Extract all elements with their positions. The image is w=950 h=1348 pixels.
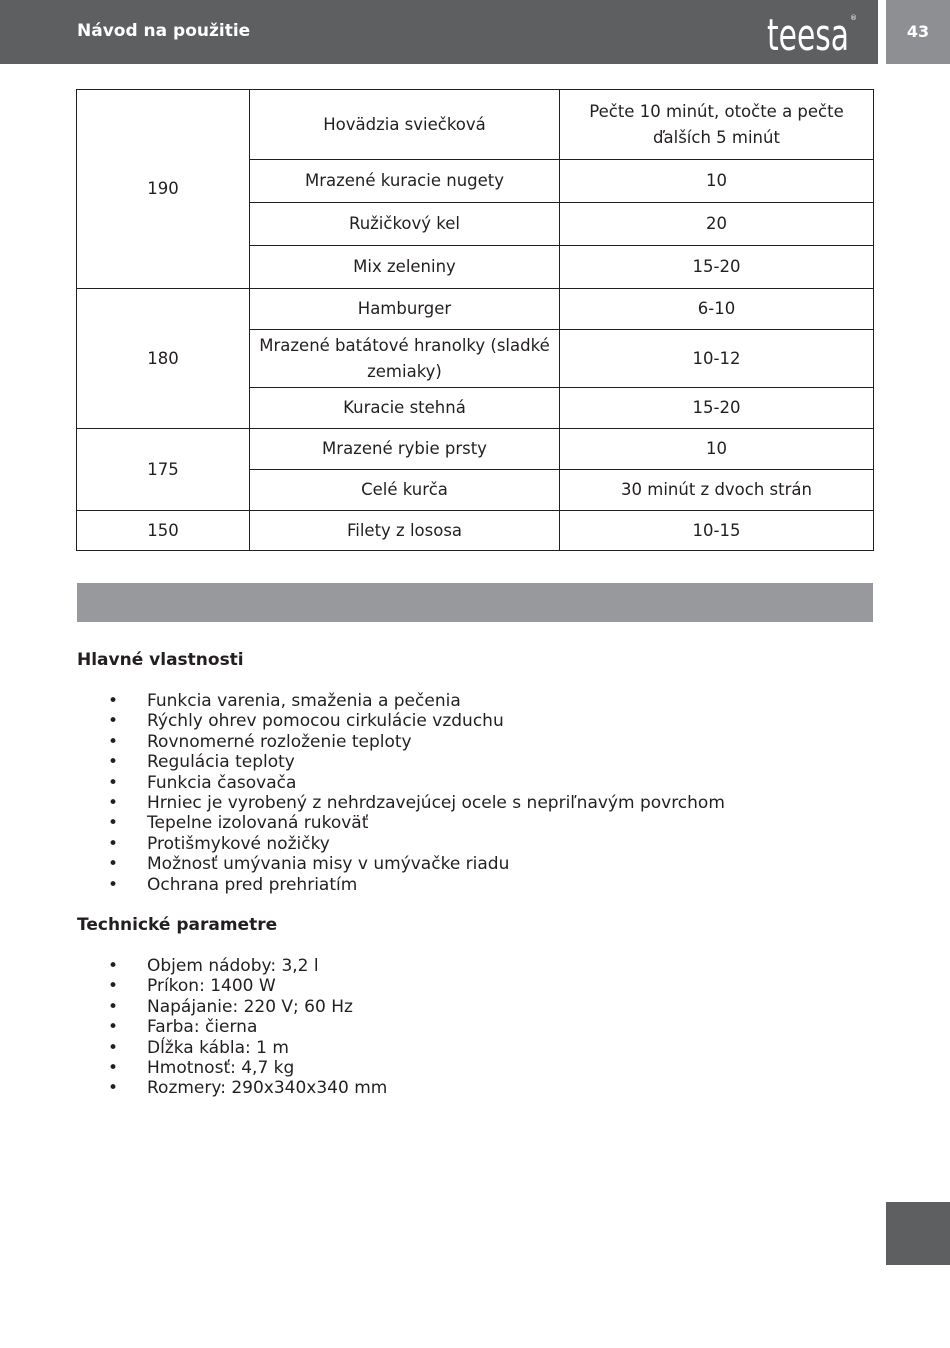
bullet: • — [108, 976, 119, 997]
list-item: • Tepelne izolovaná rukoväť — [108, 813, 369, 834]
bullet: • — [108, 1078, 119, 1099]
page-number: 43 — [906, 22, 930, 41]
temperature-cell: 180 — [77, 289, 250, 429]
food-cell: Mix zeleniny — [250, 246, 560, 289]
bullet: • — [108, 752, 119, 773]
food-cell: Mrazené batátové hranolky (sladké zemiaky) — [250, 330, 560, 388]
list-item: • Objem nádoby: 3,2 l — [108, 956, 319, 976]
specs-list — [108, 956, 387, 1099]
page-number-box — [886, 0, 950, 64]
bullet: • — [108, 792, 119, 813]
bullet: • — [108, 731, 119, 752]
table-row — [77, 511, 874, 551]
features-list — [108, 691, 725, 895]
list-item: • Regulácia teploty — [108, 752, 295, 773]
bullet: • — [108, 1037, 119, 1058]
bullet: • — [108, 1017, 119, 1038]
specs-heading: Technické parametre — [77, 915, 278, 935]
table-row — [77, 429, 874, 470]
document-title: Návod na použitie — [77, 21, 251, 41]
list-item: • Farba: čierna — [108, 1017, 258, 1038]
temperature-cell: 190 — [77, 90, 250, 289]
list-item: • Rýchly ohrev pomocou cirkulácie vzduchu — [108, 711, 504, 732]
time-cell: 10 — [560, 429, 874, 470]
time-cell: 15-20 — [560, 388, 874, 429]
list-item: • Dĺžka kábla: 1 m — [108, 1037, 289, 1058]
time-cell: 6-10 — [560, 289, 874, 330]
list-item: • Hrniec je vyrobený z nehrdzavejúcej ocele s nepriľnavým povrchom — [108, 792, 725, 813]
bullet: • — [108, 711, 119, 732]
list-item: • Rozmery: 290x340x340 mm — [108, 1078, 388, 1099]
bullet: • — [108, 854, 119, 875]
list-item: • Hmotnosť: 4,7 kg — [108, 1057, 295, 1078]
list-item: • Ochrana pred prehriatím — [108, 874, 358, 895]
list-item: • Protišmykové nožičky — [108, 833, 330, 854]
time-cell: 10 — [560, 160, 874, 203]
bullet: • — [108, 813, 119, 834]
bullet: • — [108, 691, 119, 711]
logo-text: teesa — [767, 10, 849, 54]
list-item: • Rovnomerné rozloženie teploty — [108, 731, 412, 752]
features-heading: Hlavné vlastnosti — [77, 650, 244, 670]
food-cell: Mrazené rybie prsty — [250, 429, 560, 470]
list-item: • Funkcia varenia, smaženia a pečenia — [108, 691, 461, 711]
table-row — [77, 90, 874, 160]
bullet: • — [108, 996, 119, 1017]
time-cell: 30 minút z dvoch strán — [560, 470, 874, 511]
temperature-cell: 175 — [77, 429, 250, 511]
time-cell: Pečte 10 minút, otočte a pečte ďalších 5 minút — [560, 90, 874, 160]
time-cell: 10-12 — [560, 330, 874, 388]
food-cell: Celé kurča — [250, 470, 560, 511]
bullet: • — [108, 956, 119, 976]
table-row — [77, 289, 874, 330]
list-item: • Možnosť umývania misy v umývačke riadu — [108, 854, 510, 875]
food-cell: Hovädzia sviečková — [250, 90, 560, 160]
list-item: • Príkon: 1400 W — [108, 976, 276, 997]
bullet: • — [108, 874, 119, 895]
list-item: • Funkcia časovača — [108, 772, 297, 793]
food-cell: Ružičkový kel — [250, 203, 560, 246]
cooking-table — [76, 89, 874, 551]
food-cell: Hamburger — [250, 289, 560, 330]
bullet: • — [108, 833, 119, 854]
time-cell: 15-20 — [560, 246, 874, 289]
time-cell: 20 — [560, 203, 874, 246]
list-item: • Napájanie: 220 V; 60 Hz — [108, 996, 353, 1017]
food-cell: Filety z lososa — [250, 511, 560, 551]
food-cell: Kuracie stehná — [250, 388, 560, 429]
teesa-logo — [767, 8, 857, 54]
bullet: • — [108, 772, 119, 793]
food-cell: Mrazené kuracie nugety — [250, 160, 560, 203]
svg-text:®: ® — [850, 14, 857, 22]
side-thumb-tab — [886, 1202, 950, 1265]
section-divider-band — [77, 583, 873, 622]
temperature-cell: 150 — [77, 511, 250, 551]
time-cell: 10-15 — [560, 511, 874, 551]
bullet: • — [108, 1057, 119, 1078]
header-bar — [0, 0, 878, 64]
